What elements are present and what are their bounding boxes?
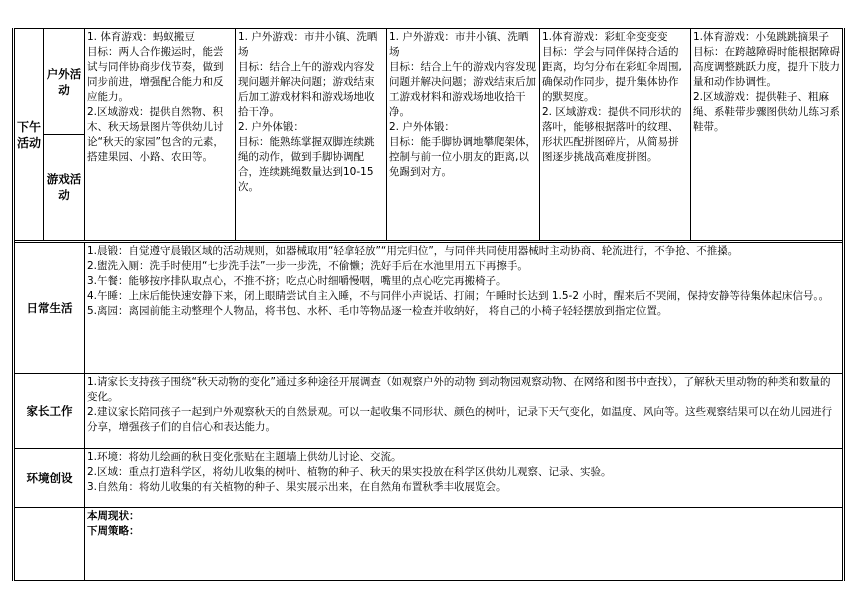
- parent-work-label: 家长工作: [14, 374, 85, 449]
- summary-content: [85, 508, 844, 581]
- parent-work-content: 1.请家长支持孩子围绕“秋天动物的变化”通过多种途径开展调查（如观察户外的动物 到动物园观察动物、在网络和图书中查找），了解秋天里动物的种类和数量的变化。 2.建议家长陪同孩子一起到户外观察秋天的自然景观。可以一起收集不同形状、颜色的树叶，记录下天气变化，如温度、风向等。这些观察结果可以在幼儿园进行分享，增强孩子们的自信心和表达能力。: [85, 374, 844, 449]
- environment-row: [14, 449, 844, 508]
- summary-row: [14, 508, 844, 581]
- daily-life-label: 日常生活: [14, 242, 85, 374]
- parent-work-row: [14, 374, 844, 449]
- afternoon-day-3: 1. 户外游戏：市井小镇、洗晒场 目标：结合上午的游戏内容发现问题并解决问题；游戏结束后加工游戏材料和游戏场地收拾干净。 2. 户外体锻： 目标：能手脚协调地攀爬架体，控制与前一位小朋友的距离,以免踢到对方。: [387, 29, 540, 242]
- afternoon-day-4: 1.体育游戏：彩虹伞变变变 目标：学会与同伴保持合适的距离，均匀分布在彩虹伞周围,确保动作同步，提升集体协作的默契度。 2. 区域游戏：提供不同形状的落叶，能够根据落叶的纹理、形状匹配拼图碎片，从简易拼图逐步挑战高难度拼图。: [540, 29, 691, 242]
- daily-life-row: [14, 242, 844, 374]
- next-week-strategy-label: 下周策略：: [87, 525, 140, 537]
- outdoor-activity-label: 户外活动: [44, 30, 84, 135]
- current-status-label: 本周现状：: [87, 510, 140, 522]
- daily-life-content: 1.晨锻：自觉遵守晨锻区域的活动规则，如器械取用“轻拿轻放”“用完归位”，与同伴共同使用器械时主动协商、轮流进行，不争抢、不推搡。 2.盥洗入厕：洗手时使用“七步洗手法”一步一步洗，不偷懒；洗好手后在水池里用五下再擦手。 3.午餐：能够按序排队取点心，不推不挤；吃点心时细嚼慢咽，嘴里的点心吃完再搬椅子。 4.午睡：上床后能快速安静下来，闭上眼睛尝试自主入睡，不与同伴小声说话、打闹；午睡时长达到 1.5-2 小时，醒来后不哭闹，保持安静等待集体起床信号。。 5.离园：离园前能主动整理个人物品，将书包、水杯、毛巾等物品逐一检查并收纳好， 将自己的小椅子轻轻摆放到指定位置。: [85, 242, 844, 374]
- afternoon-row: [14, 29, 844, 242]
- afternoon-day-5: 1.体育游戏：小兔跳跳摘果子 目标：在跨越障碍时能根据障碍高度调整跳跃力度，提升下肢力量和动作协调性。 2.区域游戏：提供鞋子、粗麻绳、系鞋带步骤图供幼儿练习系鞋带。: [691, 29, 844, 242]
- environment-content: 1.环境：将幼儿绘画的秋日变化张贴在主题墙上供幼儿讨论、交流。 2.区域：重点打造科学区，将幼儿收集的树叶、植物的种子、秋天的果实投放在科学区供幼儿观察、记录、实验。 3.自然角：将幼儿收集的有关植物的种子、果实展示出来，在自然角布置秋季丰收展览会。: [85, 449, 844, 508]
- afternoon-sub-labels: [44, 29, 85, 242]
- game-activity-label: 游戏活动: [46, 172, 82, 202]
- afternoon-day-2: 1. 户外游戏：市井小镇、洗晒场 目标：结合上午的游戏内容发现问题并解决问题；游戏结束后加工游戏材料和游戏场地收拾干净。 2. 户外体锻： 目标：能熟练掌握双脚连续跳绳的动作，做到手脚协调配合，连续跳绳数量达到10-15次。: [236, 29, 387, 242]
- weekly-plan-table: [12, 28, 845, 581]
- summary-blank-cell: [14, 508, 85, 581]
- afternoon-day-1: 1. 体育游戏：蚂蚁搬豆 目标：两人合作搬运时，能尝试与同伴协商步伐节奏，做到同步前进，增强配合能力和反应能力。 2.区域游戏：提供自然物、积木、秋天场景图片等供幼儿讨论“秋天的家园”包含的元素，搭建果园、小路、农田等。: [85, 29, 236, 242]
- environment-label: 环境创设: [14, 449, 85, 508]
- afternoon-group-label: 下午活动: [14, 29, 44, 242]
